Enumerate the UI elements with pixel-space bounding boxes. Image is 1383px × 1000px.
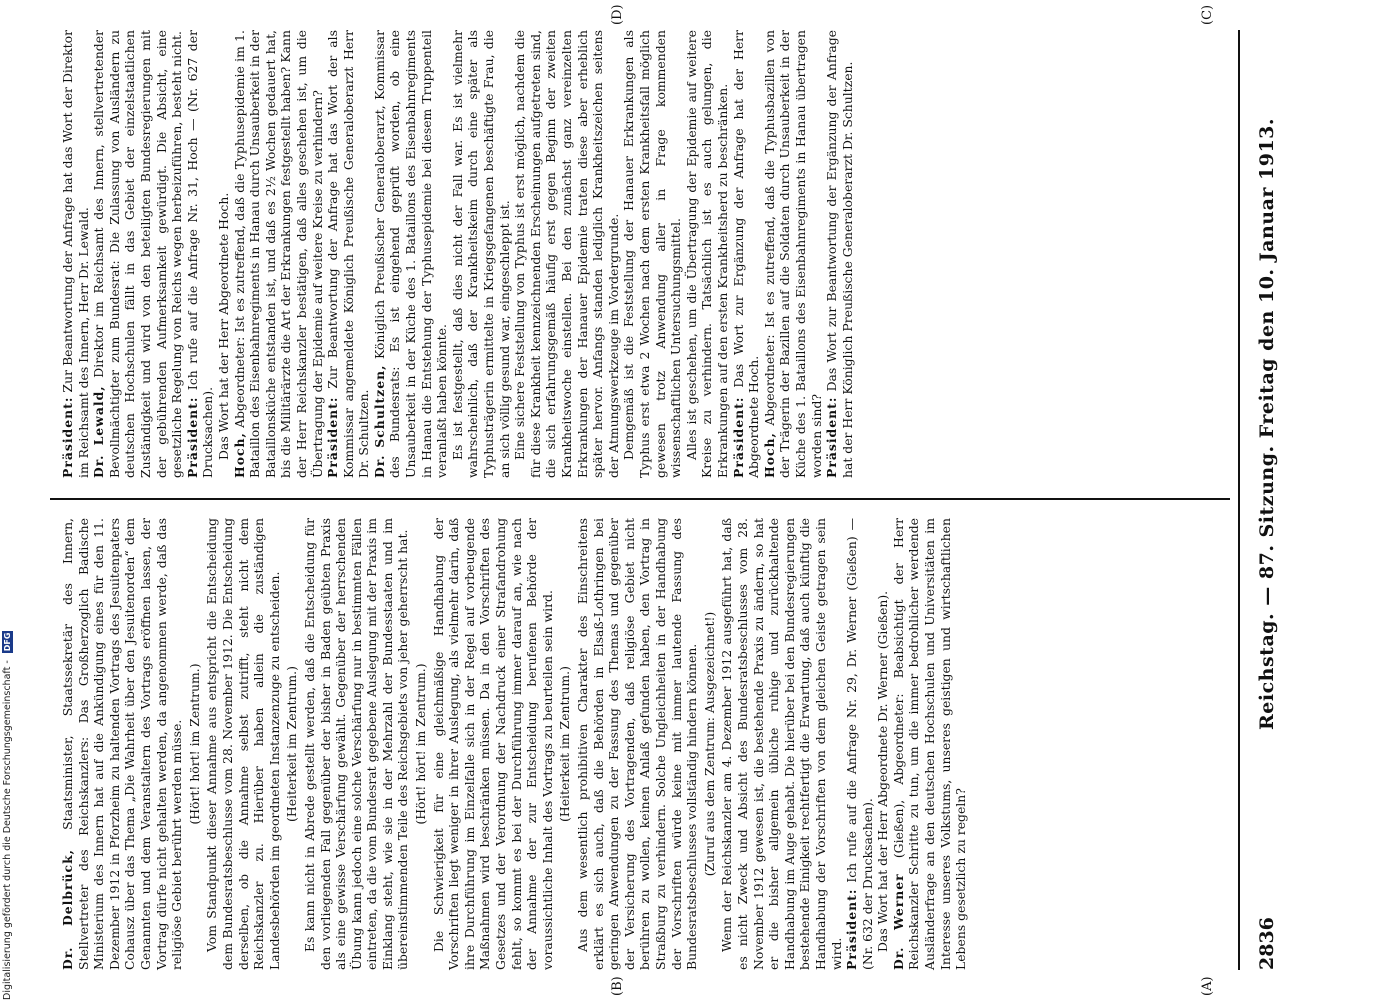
paragraph-text: Das Wort hat der Herr Abgeordnete Dr. Werner (Gießen). [875,590,891,952]
paragraph [216,30,232,478]
paragraph-text: Eine sichere Feststellung von Typhus ist erst möglich, nachdem die für diese Krankheit kennzeichnenden Erscheinungen aufgetreten sind, die sich erfahrungsgemäß häufig erst gegen Beginn der zweiten Krankheitswoche einstellen. Bei den zunächst ganz vereinzelten Erkrankungen der Hanauer Epidemie traten diese aber erheblich später hervor. Anfangs standen lediglich Krankheitszeichen seitens der Atmungswerkzeuge im Vordergrunde. [512,30,621,478]
margin-marker-b: (B) [610,976,625,996]
speaker-name: Dr. Delbrück, [60,849,75,970]
paragraph [60,30,91,478]
paragraph-text: Vom Standpunkt dieser Annahme aus entspricht die Entscheidung dem Bundesratsbeschlusse vom 28. November 1912. Die Entscheidung derselben, ob die Annahme selbst zutrifft, steht nicht dem Reichskanzler zu. Hierüber haben allein die zuständigen Landesbehörden im geordneten Instanzenzuge zu entscheiden. [204,518,282,970]
paragraph [844,518,875,970]
paragraph [450,30,512,478]
paragraph-text: Abgeordneter: Ist es zutreffend, daß die Typhusbazillen von der Trägerin der Bazillen auf die Soldaten durch Unsauberkeit in der Küche des 1. Bataillons des Eisenbahnregiments in Hanau übertragen worden sind? [761,30,824,478]
paragraph-text: Abgeordneter: Ist es zutreffend, daß die Typhusepidemie im 1. Bataillon des Eisenbahnregiments in Hanau durch Unsauberkeit in der Bataillonsküche entstanden ist, und daß es 2½ Wochen gedauert hat, bis die Militärärzte die Art der Erkrankungen festgestellt haben? Kann der Herr Reichskanzler bestätigen, daß alles geschehen ist, um die Übertragung der Epidemie auf weitere Kreise zu verhindern? [231,30,325,478]
dfg-logo: DFG [3,632,12,652]
paragraph [891,518,969,970]
paragraph [185,30,216,478]
paragraph [372,30,450,478]
paragraph [762,30,824,478]
paragraph-text: Das Wort hat der Herr Abgeordnete Hoch. [215,192,231,460]
column-divider [50,498,1230,500]
speaker-name: Dr. Lewald, [91,385,107,478]
paragraph [575,518,700,970]
paragraph [512,30,621,478]
paragraph-text: Ich rufe auf die Anfrage Nr. 29, Dr. Werner (Gießen) — (Nr. 632 der Drucksachen). [844,518,875,970]
paragraph-text: Königlich Preußischer Generaloberarzt, Kommissar des Bundesrats: Es ist eingehend geprüft worden, ob eine Unsauberkeit in der Küche des 1. Bataillons des Eisenbahnregiments in Hanau die Entstehung der Typhusepidemie bei diesem Truppenteil veranlaßt haben könnte. [371,30,450,478]
paragraph-text: Zur Beantwortung der Anfrage hat das Wort der als Kommissar angemeldete Königlich Preußische Generaloberarzt Herr Dr. Schultzen. [325,30,372,478]
left-column [60,518,969,970]
speaker-name: Dr. Werner [890,873,906,970]
paragraph-text: Die Schwierigkeit für eine gleichmäßige Handhabung der Vorschriften liegt weniger in ihrer Auslegung, als vielmehr darin, daß ihre Durchführung im Einzelfalle sich in der Regel auf vorbeugende Maßnahmen wird beschränken müssen. Da in den Vorschriften des Gesetzes und der Verordnung der Nachdruck einer Strafandrohung fehlt, so kommt es bei der Durchführung immer darauf an, wie nach der Annahme der zur Entscheidung berufenen Behörde der voraussichtliche Inhalt des Vortrags zu beurteilen sein wird. [430,518,555,970]
paragraph [621,30,683,478]
credit-text: Digitalisierung gefördert durch die Deutsche Forschungsgemeinschaft - [2,660,13,1000]
paragraph-text: Wenn der Reichskanzler am 4. Dezember 1912 ausgeführt hat, daß es nicht Zweck und Absicht des Bundesratsbeschlusses vom 28. November 1912 gewesen ist, die bestehende Praxis zu ändern, so hat er die bisher allgemein übliche ruhige und zurückhaltende Handhabung im Auge gehabt. Die hierüber bei den Bundesregierungen bestehende Einigkeit rechtfertigt die Erwartung, daß auch künftig die Handhabung der Vorschriften von dem gleichen Geiste getragen sein wird. [719,518,844,970]
margin-marker-d: (D) [610,4,625,25]
paragraph-text: Das Wort zur Ergänzung der Anfrage hat der Herr Abgeordnete Hoch. [730,30,762,478]
running-title: Reichstag. — 87. Sitzung. Freitag den 10. Januar 1913. [1256,117,1278,730]
paragraph [684,30,731,478]
paragraph [60,518,185,970]
digitization-credit [2,631,13,1000]
paragraph-text: Staatsminister, Staatssekretär des Innern, Stellvertreter des Reichskanzlers: Das Großherzoglich Badische Ministerium des Innern hat auf die Ankündigung eines für den 11. Dezember 1912 in Pforzheim zu haltenden Vortrags des Jesuitenpaters Cohausz über das Thema „Die Wahrheit über den Jesuitenorden“ dem Genannten und dem Veranstaltern des Vortrags eröffnen lassen, der Vortrag dürfe nicht gehalten werden, da angenommen werde, daß das religiöse Gebiet berührt werden müsse. [60,518,185,970]
paragraph [91,30,185,478]
speaker-name: Hoch, [761,432,777,478]
paragraph-text: Es ist festgestellt, daß dies nicht der Fall war. Es ist vielmehr wahrscheinlich, daß der Krankheitskeim durch eine später als Typhusträgerin ermittelte in Kriegsgefangenen beschäftigte Frau, die an sich völlig gesund war, eingeschleppt ist. [449,30,512,478]
margin-marker-c: (C) [1200,4,1215,25]
paragraph [431,518,556,970]
paragraph-text: Ich rufe auf die Anfrage Nr. 31, Hoch — (Nr. 627 der Drucksachen). [184,30,216,478]
page-number: 2836 [1256,917,1278,970]
interjection: (Zuruf aus dem Zentrum: Ausgezeichnet!) [701,611,717,877]
paragraph-text: Das Wort zur Beantwortung der Ergänzung der Anfrage hat der Herr Königlich Preußische Generaloberarzt Dr. Schultzen. [824,30,855,478]
paragraph [302,518,411,970]
paragraph-text: Es kann nicht in Abrede gestellt werden, daß die Entscheidung für den vorliegenden Fall gegenüber der bisher in Baden geübten Praxis als eine gewisse Verschärfung gewählt. Gegenüber der herrschenden Übung kann jedoch eine solche Verschärfung nur in bestimmten Fällen eintreten, da die vom Bundesrat gegebene Auslegung mit der Praxis im Einklang steht, wie sie in der Mehrzahl der Bundesstaaten und im übereinstimmenden Teile des Reichsgebiets von jeher geherrscht hat. [301,518,411,970]
paragraph-text: Alles ist geschehen, um die Übertragung der Epidemie auf weitere Kreise zu verhindern. Tatsächlich ist es auch gelungen, die Erkrankungen auf den ersten Krankheitsherd zu beschränken. [683,30,730,478]
speaker-name: Präsident: [844,888,860,970]
paragraph [325,30,372,478]
paragraph [719,518,844,970]
speaker-name: Präsident: [325,396,341,478]
paragraph-text: Demgemäß ist die Feststellung der Hanauer Erkrankungen als Typhus erst etwa 2 Wochen nach dem ersten Krankheitsfall möglich gewesen trotz Anwendung aller in Frage kommenden wissenschaftlichen Untersuchungsmittel. [621,30,684,478]
page-header [1256,30,1292,970]
speaker-name: Präsident: [824,396,840,478]
paragraph-text: (Gießen), Abgeordneter: Beabsichtigt der Herr Reichskanzler Schritte zu tun, um die immer bedrohlicher werdende Ausländerfrage an den deutschen Hochschulen und Universitäten im Interesse unseres Volkstums, unseres geistigen und wirtschaftlichen Lebens gesetzlich zu regeln? [890,518,969,970]
interjection: (Heiterkeit im Zentrum.) [557,666,573,822]
paragraph-text: Aus dem wesentlich prohibitiven Charakter des Einschreitens erklärt es sich auch, daß die Behörden in Elsaß-Lothringen bei geringen Anwendungen zu der Fassung des Themas und gegenüber der Versicherung des Vortragenden, daß religiöse Gebiet nicht berühren zu wollen, keinen Anlaß gefunden haben, den Vortrag in Straßburg zu verhindern. Solche Ungleichheiten in der Handhabung der Vorschriften würde keine mit immer lautende Fassung des Bundesratsbeschlusses vollständig hindern können. [575,518,700,970]
speaker-name: Präsident: [730,396,746,478]
header-rule [1238,30,1240,970]
speaker-name: Präsident: [60,396,75,478]
interjection: (Hört! hört! im Zentrum.) [413,663,429,825]
speaker-name: Dr. Schultzen, [371,364,387,478]
margin-marker-a: (A) [1200,976,1215,996]
right-column [60,30,855,478]
paragraph [731,30,762,478]
interjection: (Hört! hört! im Zentrum.) [186,663,202,825]
interjection: (Heiterkeit im Zentrum.) [284,666,300,822]
paragraph [824,30,855,478]
paragraph [204,518,282,970]
paragraph-text: Direktor im Reichsamt des Innern, stellvertretender Bevollmächtigter zum Bundesrat: Die Zulassung von Ausländern zu deutschen Hochschulen fällt in das Gebiet der einzelstaatlichen Zuständigkeit und wird von den beteiligten Bundesregierungen mit der gebührenden Aufmerksamkeit gewürdigt. Die Absicht, eine gesetzliche Regelung von Reichs wegen herbeizuführen, besteht nicht. [91,30,185,478]
speaker-name: Präsident: [184,396,200,478]
speaker-name: Hoch, [231,432,247,478]
paragraph [232,30,326,478]
paragraph [875,518,891,970]
paragraph-text: Zur Beantwortung der Anfrage hat das Wort der Direktor im Reichsamt des Innern, Herr Dr. Lewald. [60,30,91,478]
